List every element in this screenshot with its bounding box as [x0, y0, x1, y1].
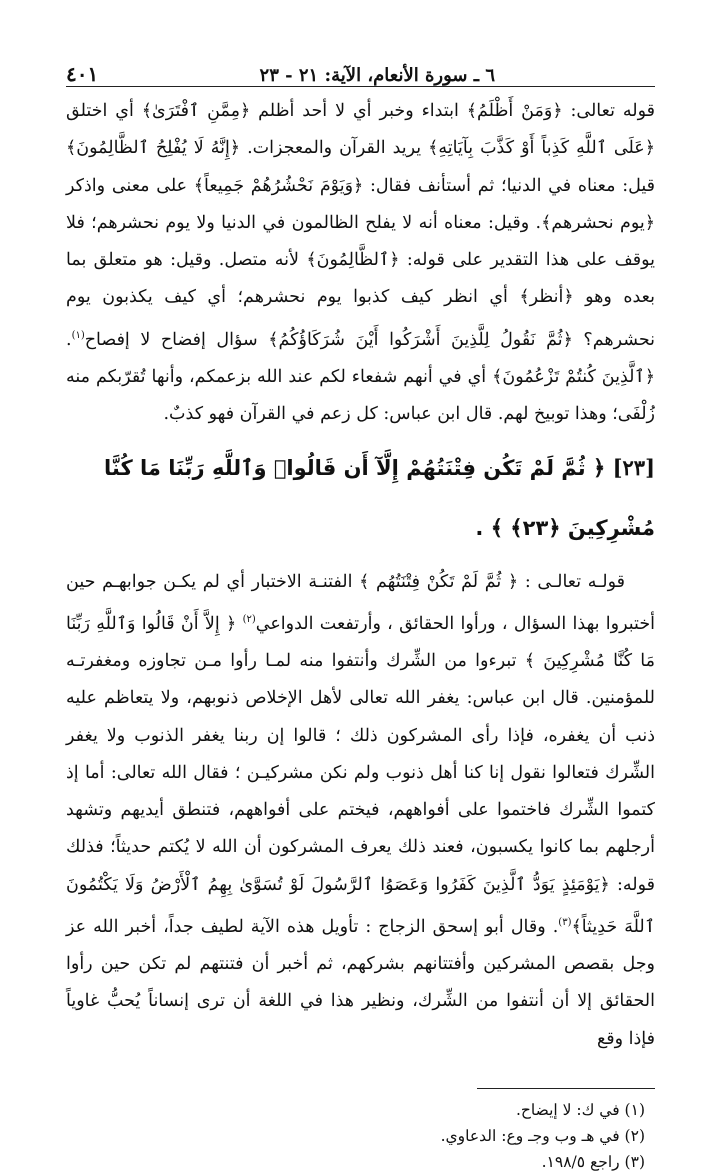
- verse-text: ﴿ ثُمَّ لَمْ تَكُن فِتْنَتُهُمْ إِلَّآ أَن قَالُوا۟ وَٱللَّهِ رَبِّنَا مَا كُنَّا مُشْرِكِينَ ﴿٢٣﴾ ﴾ .: [104, 455, 655, 540]
- verse-number: [٢٣]: [612, 454, 655, 480]
- commentary-text-end: . ﴿ٱلَّذِينَ كُنتُمْ تَزْعُمُونَ﴾ أي في أنهم شفعاء لكم عند الله بزعمكم، وأنها تُقرّبكم منه زُلْفَى؛ وهذا توبيخ لهم. قال ابن عباس: كل زعم في القرآن فهو كذبٌ.: [66, 329, 655, 425]
- footnote-ref-3: (٣): [558, 917, 572, 928]
- commentary-text-2c: . وقال أبو إسحق الزجاج : تأويل هذه الآية لطيف جداً، أخبر الله عز وجل بقصص المشركين وأفتتانهم بشركهم، ثم أخبر أن فتنتهم لم تكن حين رأوا الحقائق إلا أن أنتفوا من الشِّرك، ونظير هذا في اللغة أن ترى إنساناً يُحبُّ غاوياً فإذا وقع: [66, 916, 655, 1049]
- footnote-2: (٢) في هـ وب وجـ وع: الدعاوي.: [440, 1127, 645, 1146]
- footnote-divider: [477, 1088, 655, 1089]
- page-number: ٤٠١: [66, 62, 99, 86]
- verse-heading: [66, 438, 655, 558]
- footnote-ref-2: (٢): [242, 613, 256, 625]
- page-header: [66, 54, 655, 87]
- commentary-text-2b: ﴿ إِلاَّ أَنْ قَالُوا وَٱللَّهِ رَبِّنَا مَا كُنَّا مُشْرِكِينَ ﴾ تبرءوا من الشِّرك وأنتفوا منه لمـا رأوا مـن تجاوزه ومغفرتـه للمؤمنين. قال ابن عباس: يغفر الله تعالى لأهل الإخلاص ذنوبهم، ولا يتعاظم عليه ذنب أن يغفره، فإذا رأى المشركون ذلك ؛ قالوا إن ربنا يغفر الذنوب ولا يغفر الشِّرك فتعالوا نقول إنا كنا أهل ذنوب ولم نكن مشركيـن ؛ فقال الله تعالى: أما إذ كتموا الشِّرك فاختموا على أفواههم، فيختم على أفواههم، فتنطق أيديهم وتشهد أرجلهم بما كانوا يكسبون، فعند ذلك يعرف المشركون أن الله لا يُكتم حديثاً؛ فذلك قوله: ﴿يَوْمَئِذٍ يَوَدُّ ٱلَّذِينَ كَفَرُوا وَعَصَوُا ٱلرَّسُولَ لَوْ تُسَوَّىٰ بِهِمُ ٱلْأَرْضُ وَلَا يَكْتُمُونَ ٱللَّهَ حَدِيثاً﴾: [66, 613, 655, 937]
- footnotes: [66, 1097, 655, 1175]
- footnote-1: (١) في ك: لا إيضاح.: [515, 1101, 645, 1120]
- footnote-ref-1: (١): [71, 329, 85, 341]
- footnote-3: (٣) راجع ١٩٨/٥.: [541, 1153, 645, 1172]
- commentary-paragraph-1: [66, 93, 655, 434]
- commentary-text: قوله تعالى: ﴿وَمَنْ أَظْلَمُ﴾ ابتداء وخبر أي لا أحد أظلم ﴿مِمَّنِ ٱفْتَرَىٰ﴾ أي اختلق ﴿عَلَى ٱللَّهِ كَذِباً أَوْ كَذَّبَ بِآيَاتِهِ﴾ يريد القرآن والمعجزات. ﴿إِنَّهُ لَا يُفْلِحُ ٱلظَّالِمُونَ﴾ قيل: معناه في الدنيا؛ ثم أستأنف فقال: ﴿وَيَوْمَ نَحْشُرُهُمْ جَمِيعاً﴾ على معنى واذكر ﴿يوم نحشرهم﴾. وقيل: معناه أنه لا يفلح الظالمون في الدنيا ولا يوم نحشرهم؛ فلا يوقف على هذا التقدير على قوله: ﴿ٱلظَّالِمُونَ﴾ لأنه متصل. وقيل: هو متعلق بما بعده وهو ﴿أنظر﴾ أي انظر كيف كذبوا يوم نحشرهم؛ أي كيف يكذبون يوم نحشرهم؟ ﴿ثُمَّ نَقُولُ لِلَّذِينَ أَشْرَكُوا أَيْنَ شُرَكَاؤُكُمُ﴾ سؤال إفضاح لا إفصاح: [66, 101, 655, 350]
- commentary-text-2a: قولـه تعالـى : ﴿ ثُمَّ لَمْ تَكُنْ فِتْنَتُهُم ﴾ الفتنـة الاختبار أي لم يكـن جوابهـم حين أختبروا بهذا السؤال ، ورأوا الحقائق ، وأرتفعت الدواعي: [66, 571, 656, 634]
- surah-title: ٦ ـ سورة الأنعام، الآية: ٢١ - ٢٣: [259, 65, 495, 86]
- commentary-paragraph-2: [66, 564, 655, 1059]
